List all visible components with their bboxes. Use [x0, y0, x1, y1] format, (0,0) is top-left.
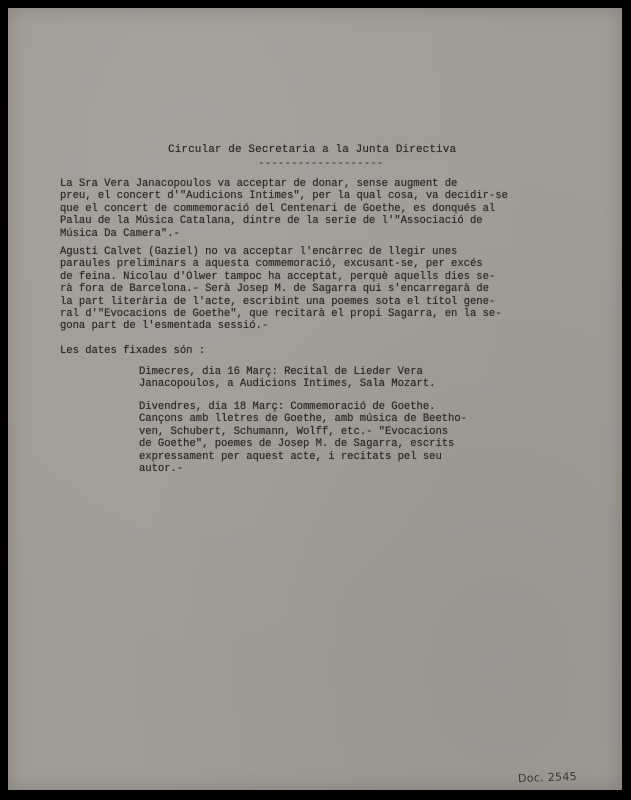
text-line: que el concert de commemoració del Centenari de Goethe, es donqués al [60, 202, 496, 215]
text-line: preu, el concert d'"Audicions Intimes", per la qual cosa, va decidir-se [60, 190, 508, 203]
text-line: autor.- [139, 463, 184, 476]
text-line: paraules preliminars a aquesta commemoració, excusant-se, per excés [60, 258, 483, 271]
text-line: expressament per aquest acte, i recitats pel seu [139, 450, 442, 463]
date-entry-divendres [139, 401, 467, 475]
document-page [8, 8, 622, 790]
archive-reference-note: Doc. 2545 [517, 769, 578, 786]
text-line: gona part de l'esmentada sessió.- [60, 320, 269, 333]
paragraph-dates-intro [60, 345, 205, 357]
text-line: rà fora de Barcelona.- Serà Josep M. de Sagarra qui s'encarregarà de [60, 283, 489, 296]
document-title: Circular de Secretaria a la Junta Directiva [168, 144, 457, 156]
text-line: Agustí Calvet (Gaziel) no va acceptar l'encàrrec de llegir unes [60, 246, 458, 258]
paragraph-calvet [60, 246, 502, 333]
paragraph-janacopoulos [60, 178, 508, 240]
text-line: Música Da Camera".- [60, 227, 180, 240]
text-line: ral d'"Evocacions de Goethe", que recitarà el propi Sagarra, en la se- [60, 308, 502, 321]
text-line: Cançons amb lletres de Goethe, amb música de Beetho- [139, 413, 467, 426]
text-line: de feina. Nicolau d'Olwer tampoc ha acceptat, perquè aquells dies se- [60, 270, 496, 283]
text-line: Janacopoulos, a Audicions Intimes, Sala Mozart. [139, 378, 436, 391]
text-line: ven, Schubert, Schumann, Wolff, etc.- "Evocacions [139, 425, 449, 438]
text-line: Palau de la Música Catalana, dintre de la serie de l'"Associació de [60, 215, 483, 228]
text-line: La Sra Vera Janacopoulos va acceptar de donar, sense augment de [60, 178, 458, 190]
text-line: Les dates fixades són : [60, 345, 206, 357]
title-underline: ------------------- [258, 158, 384, 170]
text-line: Dimecres, dia 16 Març: Recital de Lieder Vera [139, 366, 423, 378]
text-line: Divendres, dia 18 Març: Commemoració de Goethe. [139, 401, 436, 413]
text-line: la part literària de l'acte, escribint una poemes sota el títol gene- [60, 295, 496, 308]
text-line: de Goethe", poemes de Josep M. de Sagarra, escrits [139, 438, 455, 451]
date-entry-dimecres [139, 366, 435, 391]
